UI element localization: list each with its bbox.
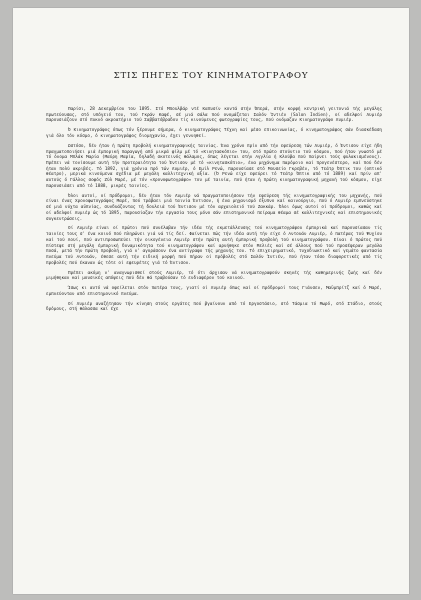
paragraph-8: Οί Λυμιέρ αναζήτησαν τήν κίνηση στούς εργάτες πού βγαίνουν από τό Εργοστάσιο, στό Τάσμια τό Μωρό, στό Στάδιο, στούς δρόμους, στή θάλασσα καί έχε — [46, 301, 382, 313]
paragraph-5: Οί Λυμιέρ είναι οί πρώτοι πού συνέλαβαν τήν ιδέα τής εκμετάλλευσης τού κινηματογράφου έμπορικά καί παρουσίασαν τίς ταινίες τους σ' ένα κοινό πού πληρώνει γιά νά τίς δεί. Φαίνεται πώς τήν ιδέα αυτή τήν είχε ό Αντουάν Λυμιέρ, ό πατέρας τού Ψυχίου καί τού Λουί, πού αντιπροσωπεύει τήν οικογένεια Λυμιέρ στήν πρώτη αυτή έμπορική προβολή τού κινηματογράφου. Είναι ό πρώτος πού πίστεψε στή μεγάλη έμπορική δυναμικότητα τού κινηματογράφου καί αρνήθηκε στόν Μελιές καί σέ άλλους πού τού προσέφεραν μεγάλα ποσά, μετά τήν πρώτη προβολή, γιά ν' αγοράσουν ένα αντίγραφο τής μηχανής του. Τό επιχειρηματικό, τυχοδιωκτικό καί γεμάτο φαντασία πνεύμα τού Αντουάν, έθεσε αυτή τήν ειδική μορφή πού πήραν οί πρόβολές στό Σαλόν Ίντιέν, πού ήταν τόσο διαφορετικές από τίς προβολές πού έκαναν ώς τότε οί εφευρέτες γιά τό Έντισον. — [46, 226, 382, 266]
paragraph-1: Παρίσι, 28 Δεκεμβρίου του 1895. Στό Μπουλβάρ ντέ Καπυσίν κοντά στήν Όπερά, στήν κορφή κεντρική γειτονιά τής μεγάλης πρωτεύουσας, στό υπόγειό του, τού Γκράν Καφέ, σέ μιά σάλα πού ονομάζεται Σαλόν Ίντιέν (Salon Indien), οί αδελφοί Λυμιέρ παρουσιάζουν στό πυκνό ακροατήριο τού Σαββατόβραδου τίς κινούμενες φωτογραφίες τους, πού ονόμαζαν Κινηματογράφο Λυμιέρ. — [46, 107, 382, 124]
paragraph-2: Ό Κινηματογράφος όπως τόν ξέρουμε σήμερα, ό κινηματογράφος Τέχνη καί μέσο επικοινωνίας, ό κινηματογράφος σάν διασκέδαση γιά όλο τόν κόσμο, ό κινηματογράφος διομηχανία, έχει γεννηθεί. — [46, 128, 382, 139]
document-title: ΣΤΙΣ ΠΗΓΕΣ ΤΟΥ ΚΙΝΗΜΑΤΟΓΡΑΦΟΥ — [113, 71, 309, 81]
paragraph-7: Ίσως κι αυτό νά οφείλεται στόν πατέρα τους, γιατί οί Λυμιέρ όπως καί οί πρόδρομοί τους Γιάνσεν, Μαϋμπρίτζ καί ό Μαρέ, εμπνεύονταν από επιστημονικό πνεύμα. — [46, 286, 382, 297]
paragraph-6: Πρέπει ακόμη ν' αναγνωρισθεί στούς Λυμιέρ, τό ότι άρχισαν νά κινηματογραφούν σκηνές τής καθημερινής ζωής καί δέν μιμήθηκαν καί μουσικές απόψεις πού δέν θά τραβούσαν τό ενδιαφέρον τού κοινού. — [46, 270, 382, 282]
paragraph-4: Όλοι αυτοί, οί πρόδρομοι, δέν ήταν τόν Λυμιέρ νά πραγματοποιήσουν τήν εφεύρεση τής κινηματογραφικής του μηχανής, πού είναι ένας Χρονοφωτογράφος Μαρέ, πού τράβαει μιά ταινία Έντισον, ή ένα μηχανισμό έξυπνο καί καινούργιο, πού ό Λυμιέρ εμπνεύστηκε σέ μιά νύχτα αϋπνίας, συνδυάζοντας τή δουλειά τού Έντισον μέ τόν αρχαιολειό τού Ζακκάρ. Όλοι όμως αυτοί οί πρόδρομοι, καθώς καί οί αδελφοί Λυμιέρ ώς τό 1895, παρουσίαζαν τήν εργασία τους μόνο σάν επιστημονικό πείραμα θέαμα σέ καλλιτεχνικές καί επιστημονικές συγκεντρώσεις. — [46, 193, 382, 222]
document-body — [46, 107, 382, 317]
document-page — [13, 8, 409, 594]
paragraph-3: Ωστόσο, δέν ήταν ή πρώτη προβολή κινηματογραφικής ταινίας. Ένα χρόνο πρίν από τήν εφεύρεση τών Λυμιέρ, ό Έντισον είχε ήδη πραγματοποιήσει μιά έμπορική παραγωγή από μικρά φίλμ μέ τό «Κινητασκόπιο» του, στό πρώτο στούντιο τού κόσμου, πού ήταν γνωστό μέ τό όνομα Μπλάκ Μαρία (Μαύρη Μαρία, δηλαδή σκοτεινός θάλαμος, όπως λέγεται στήν Αγγλία ή Κλούβα πού παίρνει τούς φυλακισμένους). Πρέπει νά τονίσουμε αυτή τήν προτεραιότητα τού Έντισον μέ τό «κινητασκόπιο», ένα μηχάνημα παρόμοιο καί προγενέστερο, καί πού δέν ήταν πολύ ακριβές. Τό 1892, γιά χρόνια πρό τών Λυμιέρ, ό Εμίλ Ρενώ, παρουσίασε στό Μουσείο Γκρεβέν, τό Τεάτρ Όπτικ του (οπτικό θέατρο), μερικά κινούμενα σχέδια μέ μεγάλη καλλιτεχνική αξία. (Ό Ρενώ είχε εφεύρει τό Τεάτρ Όπτικ από τό 1889) καί πρίν απ' αυτούς ό Γάλλος σοφός Ζύλ Μαρέ, μέ τόν «Χρονοφωτογράφο» του μέ ταινία, πού ήταν ή πρώτη κινηματογραφική μηχανή τού κόσμου, είχε παρουσιάσει από τό 1888, μικρές ταινίες. — [46, 143, 382, 189]
